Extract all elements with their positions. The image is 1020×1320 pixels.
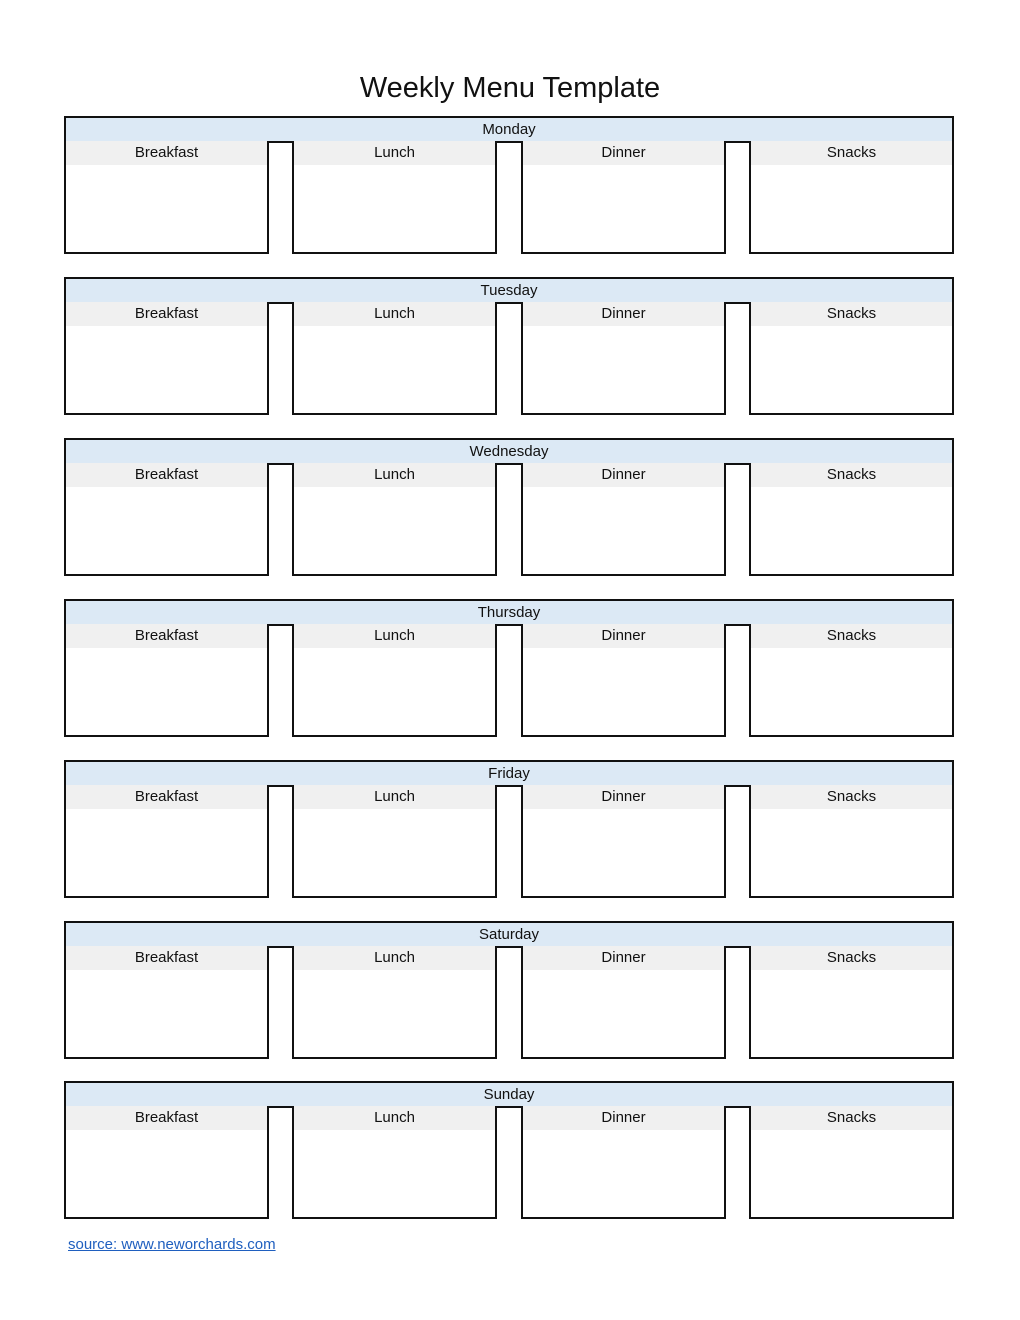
meal-label: Dinner	[523, 463, 724, 487]
meal-box-snacks[interactable]	[749, 1106, 954, 1219]
meal-label: Breakfast	[66, 946, 267, 970]
meal-label: Lunch	[294, 946, 495, 970]
meal-label: Dinner	[523, 785, 724, 809]
source-link[interactable]: source: www.neworchards.com	[68, 1236, 276, 1253]
meal-box-dinner[interactable]	[521, 1106, 726, 1219]
day-header-friday: Friday	[64, 760, 954, 787]
meal-label: Snacks	[751, 302, 952, 326]
meal-label: Snacks	[751, 1106, 952, 1130]
meal-label: Breakfast	[66, 141, 267, 165]
meal-box-breakfast[interactable]	[64, 141, 269, 254]
meal-box-snacks[interactable]	[749, 946, 954, 1059]
page-title: Weekly Menu Template	[359, 72, 661, 104]
meal-label: Snacks	[751, 624, 952, 648]
meal-box-snacks[interactable]	[749, 141, 954, 254]
meal-box-snacks[interactable]	[749, 463, 954, 576]
meal-label: Breakfast	[66, 1106, 267, 1130]
meal-box-lunch[interactable]	[292, 141, 497, 254]
day-block-thursday	[64, 599, 954, 737]
meal-box-lunch[interactable]	[292, 302, 497, 415]
day-header-wednesday: Wednesday	[64, 438, 954, 465]
meal-box-breakfast[interactable]	[64, 624, 269, 737]
meal-box-snacks[interactable]	[749, 624, 954, 737]
meal-box-lunch[interactable]	[292, 1106, 497, 1219]
meal-label: Snacks	[751, 785, 952, 809]
meal-label: Snacks	[751, 141, 952, 165]
day-block-tuesday	[64, 277, 954, 415]
day-header-thursday: Thursday	[64, 599, 954, 626]
meal-label: Lunch	[294, 624, 495, 648]
meal-label: Lunch	[294, 302, 495, 326]
meal-box-breakfast[interactable]	[64, 785, 269, 898]
day-block-sunday	[64, 1081, 954, 1219]
meal-box-lunch[interactable]	[292, 463, 497, 576]
meal-box-breakfast[interactable]	[64, 946, 269, 1059]
meal-label: Snacks	[751, 946, 952, 970]
meal-label: Dinner	[523, 141, 724, 165]
meal-label: Lunch	[294, 1106, 495, 1130]
meal-box-dinner[interactable]	[521, 302, 726, 415]
meal-box-breakfast[interactable]	[64, 463, 269, 576]
meal-box-dinner[interactable]	[521, 624, 726, 737]
meal-box-snacks[interactable]	[749, 302, 954, 415]
meal-box-lunch[interactable]	[292, 624, 497, 737]
meal-label: Breakfast	[66, 302, 267, 326]
meal-box-dinner[interactable]	[521, 785, 726, 898]
meal-box-breakfast[interactable]	[64, 1106, 269, 1219]
meal-box-dinner[interactable]	[521, 946, 726, 1059]
meal-label: Dinner	[523, 302, 724, 326]
day-block-wednesday	[64, 438, 954, 576]
day-header-sunday: Sunday	[64, 1081, 954, 1108]
meal-box-breakfast[interactable]	[64, 302, 269, 415]
meal-box-lunch[interactable]	[292, 946, 497, 1059]
meal-label: Lunch	[294, 785, 495, 809]
meal-label: Dinner	[523, 1106, 724, 1130]
meal-label: Breakfast	[66, 785, 267, 809]
meal-label: Lunch	[294, 141, 495, 165]
meal-label: Snacks	[751, 463, 952, 487]
day-block-monday	[64, 116, 954, 254]
meal-label: Dinner	[523, 946, 724, 970]
day-header-monday: Monday	[64, 116, 954, 143]
meal-box-dinner[interactable]	[521, 141, 726, 254]
day-block-saturday	[64, 921, 954, 1059]
day-header-tuesday: Tuesday	[64, 277, 954, 304]
meal-box-lunch[interactable]	[292, 785, 497, 898]
meal-label: Breakfast	[66, 463, 267, 487]
meal-box-dinner[interactable]	[521, 463, 726, 576]
meal-label: Breakfast	[66, 624, 267, 648]
meal-label: Lunch	[294, 463, 495, 487]
meal-label: Dinner	[523, 624, 724, 648]
day-block-friday	[64, 760, 954, 898]
meal-box-snacks[interactable]	[749, 785, 954, 898]
day-header-saturday: Saturday	[64, 921, 954, 948]
